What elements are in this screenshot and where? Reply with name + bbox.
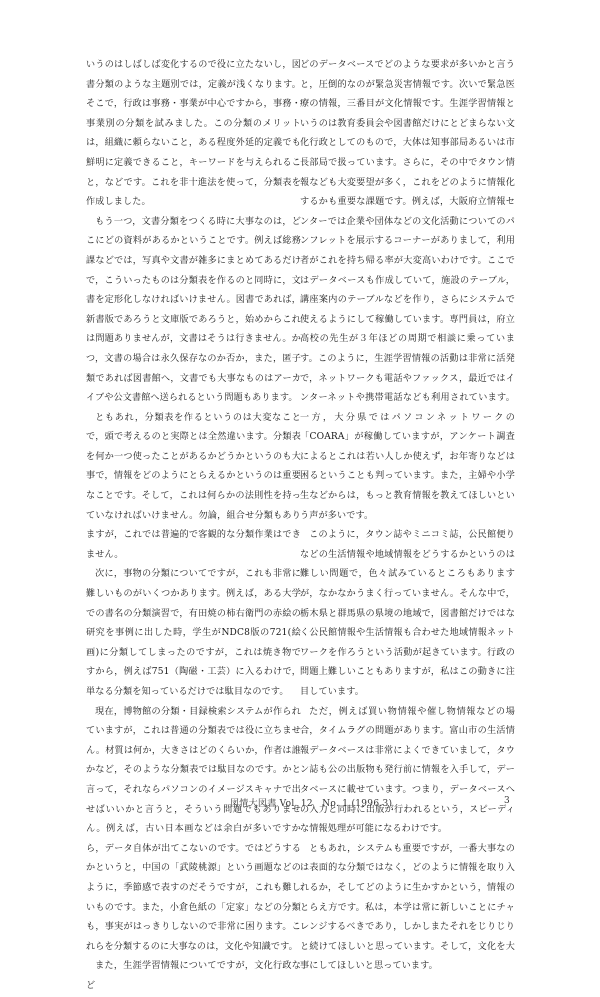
page-footer bbox=[0, 796, 600, 812]
paragraph: このように，タウン誌やミニコミ誌，公民館便りなどの生活情報や地域情報をどうするかというのは難しい問題で，色々試みているところもありますが，なかなかうまく行っていません。そんな中で，栃木県と群馬県の県境の地域で，図書館だけではなく公民館情報や生活情報も合わせた地域情報ネットワークを作ろうという活動が起きています。行政の問題上難しいこともありますが，私はこの動きに注目しています。 bbox=[300, 530, 515, 697]
page-number: 3 bbox=[504, 796, 510, 806]
paragraph: どのデータベースでどのような要求が多いかと言うと，圧倒的なのが緊急災害情報です。次いで緊急医療の情報，三番目が文化情報です。生涯学習情報というのは教育委員会や図書館だけにとどまらない文化行政としてのもので，大体は知事部局あるいは市長部局で扱っています。さらに，その中でタウン情報なども大変要望が多く，これをどのように情報化するかも重要な課題です。例えば，大阪府立情報センターでは企業や団体などの文化活動についてのパンフレットを展示するコーナーがありまして，利用者がこれを持ち帰る率が大変高いわけです。ここではデータベースも作成していて，施設のテーブル，講座案内のテーブルなどを作り，さらにシステムで使えるようにして稼働しています。専門員は，府立高校の先生が３年ほどの周期で相談に乗っています。このように，生涯学習情報の活動は非常に活発で，ネットワークも電話やファックス，最近ではインターネットや携帯電話なども利用されています。一方，大分県ではパソコンネットワークの「COARA」が稼働していますが，アンケート調査によるとこれは若い人しか使えず，お年寄りなどは困るということも判っています。また，主婦や小学生などからは，もっと教育情報を教えてほしいという声が多いです。 bbox=[300, 60, 515, 521]
paragraph: 現在，博物館の分類・目録検索システムが作られていますが，これは普通の分類表では役に立ちません。材質は何か，大きさはどのくらいか，作者は誰かなど，そのような分類表では駄目なのです。かと言って，それならパソコンのイメージスキャナで出せばいいかと言うと，そういう問題でもありません。例えば，古い日本画などは余白が多いですから，データ自体が出てこないのです。ではどうするかというと，中国の「武陵桃源」という画題などのように，季節感で表すのだそうですが，これも難しいものです。また，小倉色紙の「定家」などの分類も，事実がはっきりしないので非常に困ります。これらを分類するのに大事なのは，文化や知識です。 bbox=[86, 706, 301, 952]
paragraph: いうのはしばしば変化するので役に立たないし，図書分類のような主題別では，定義が浅くなります。そこで，行政は事務・事業が中心ですから，事務・事業別の分類を試みました。この分類のメリットは，組織に頼らないこと，ある程度外延的定義でも鮮明に定義できること，キーワードを与えられること，などです。これを非十進法を使って，分類表を作成しました。 bbox=[86, 60, 301, 208]
paragraph: ともあれ，システムも重要ですが，一番大事なのは表面的な分類ではなく，どのように情報を取り入れるか，そしてどのように生かすかという，情報のとらえ方です。私は，本学は常に新しいことにチャレンジするべきであり，しかしまたそれをじりじりと続けてほしいと思っています。そして，文化を大事にしてほしいと思っています。 bbox=[300, 843, 515, 972]
paragraph: ただ，例えば買い物情報や催し物情報などの場合，タイムラグの問題があります。富山市の生活情報データベースは非常によくできていまして，タウン誌も公の出版物も発行前に情報を入手して，データベースに載せています。つまり，データベースへの入力と同時に出版が行われるという，スピーディな情報処理が可能になるわけです。 bbox=[300, 706, 515, 835]
paragraph: もう一つ，文書分類をつくる時に大事なのは，どこにどの資料があるかということです。例えば総務課などでは，写真や文書が雑多にまとめてあるだけで，こういったものは分類表を作るのと同時に，文書を定形化しなければいけません。図書であれば，新書版であろうと文庫版であろうと，始めからこれは問題ありませんが，文書はそうは行きません。かつ，文書の場合は永久保存なのか否か，また，匿子類であれば図書館へ，文書でも大事なものはアーカイブや公文書館へ送られるという問題もあります。 bbox=[86, 216, 301, 404]
paragraph: 次に，事物の分類についてですが，これも非常に難しいものがいくつかあります。例えば，ある大学での書名の分類演習で，有田焼の柿右衛門の赤絵の研究を事例に出した時，学生がNDC8版の721(絵画)に分類してしまったのですが，これは焼き物ですから，例えば751（陶磁・工芸）に入るわけで，単なる分類を知っているだけでは駄目なのです。 bbox=[86, 569, 301, 697]
paragraph: ともあれ，分類表を作るというのは大変なことで，頭で考えるのと実際とは全然違います。分類表を何か一つ使ったことがあるかどうかというのも大事で，情報をどのようにとらえるかというのは重要なことです。そして，これは何らかの法則性を持っていなければいけません。勿論，組合せ分類もありますが，これでは普遍的で客観的な分類作業はできません。 bbox=[86, 412, 301, 560]
journal-issue: 図情大図書 Vol. 12 No. 1 (1996.3) bbox=[230, 799, 393, 809]
right-text-column bbox=[300, 56, 515, 977]
paragraph: また，生涯学習情報についてですが，文化行政など bbox=[86, 961, 301, 991]
left-text-column bbox=[86, 56, 301, 997]
